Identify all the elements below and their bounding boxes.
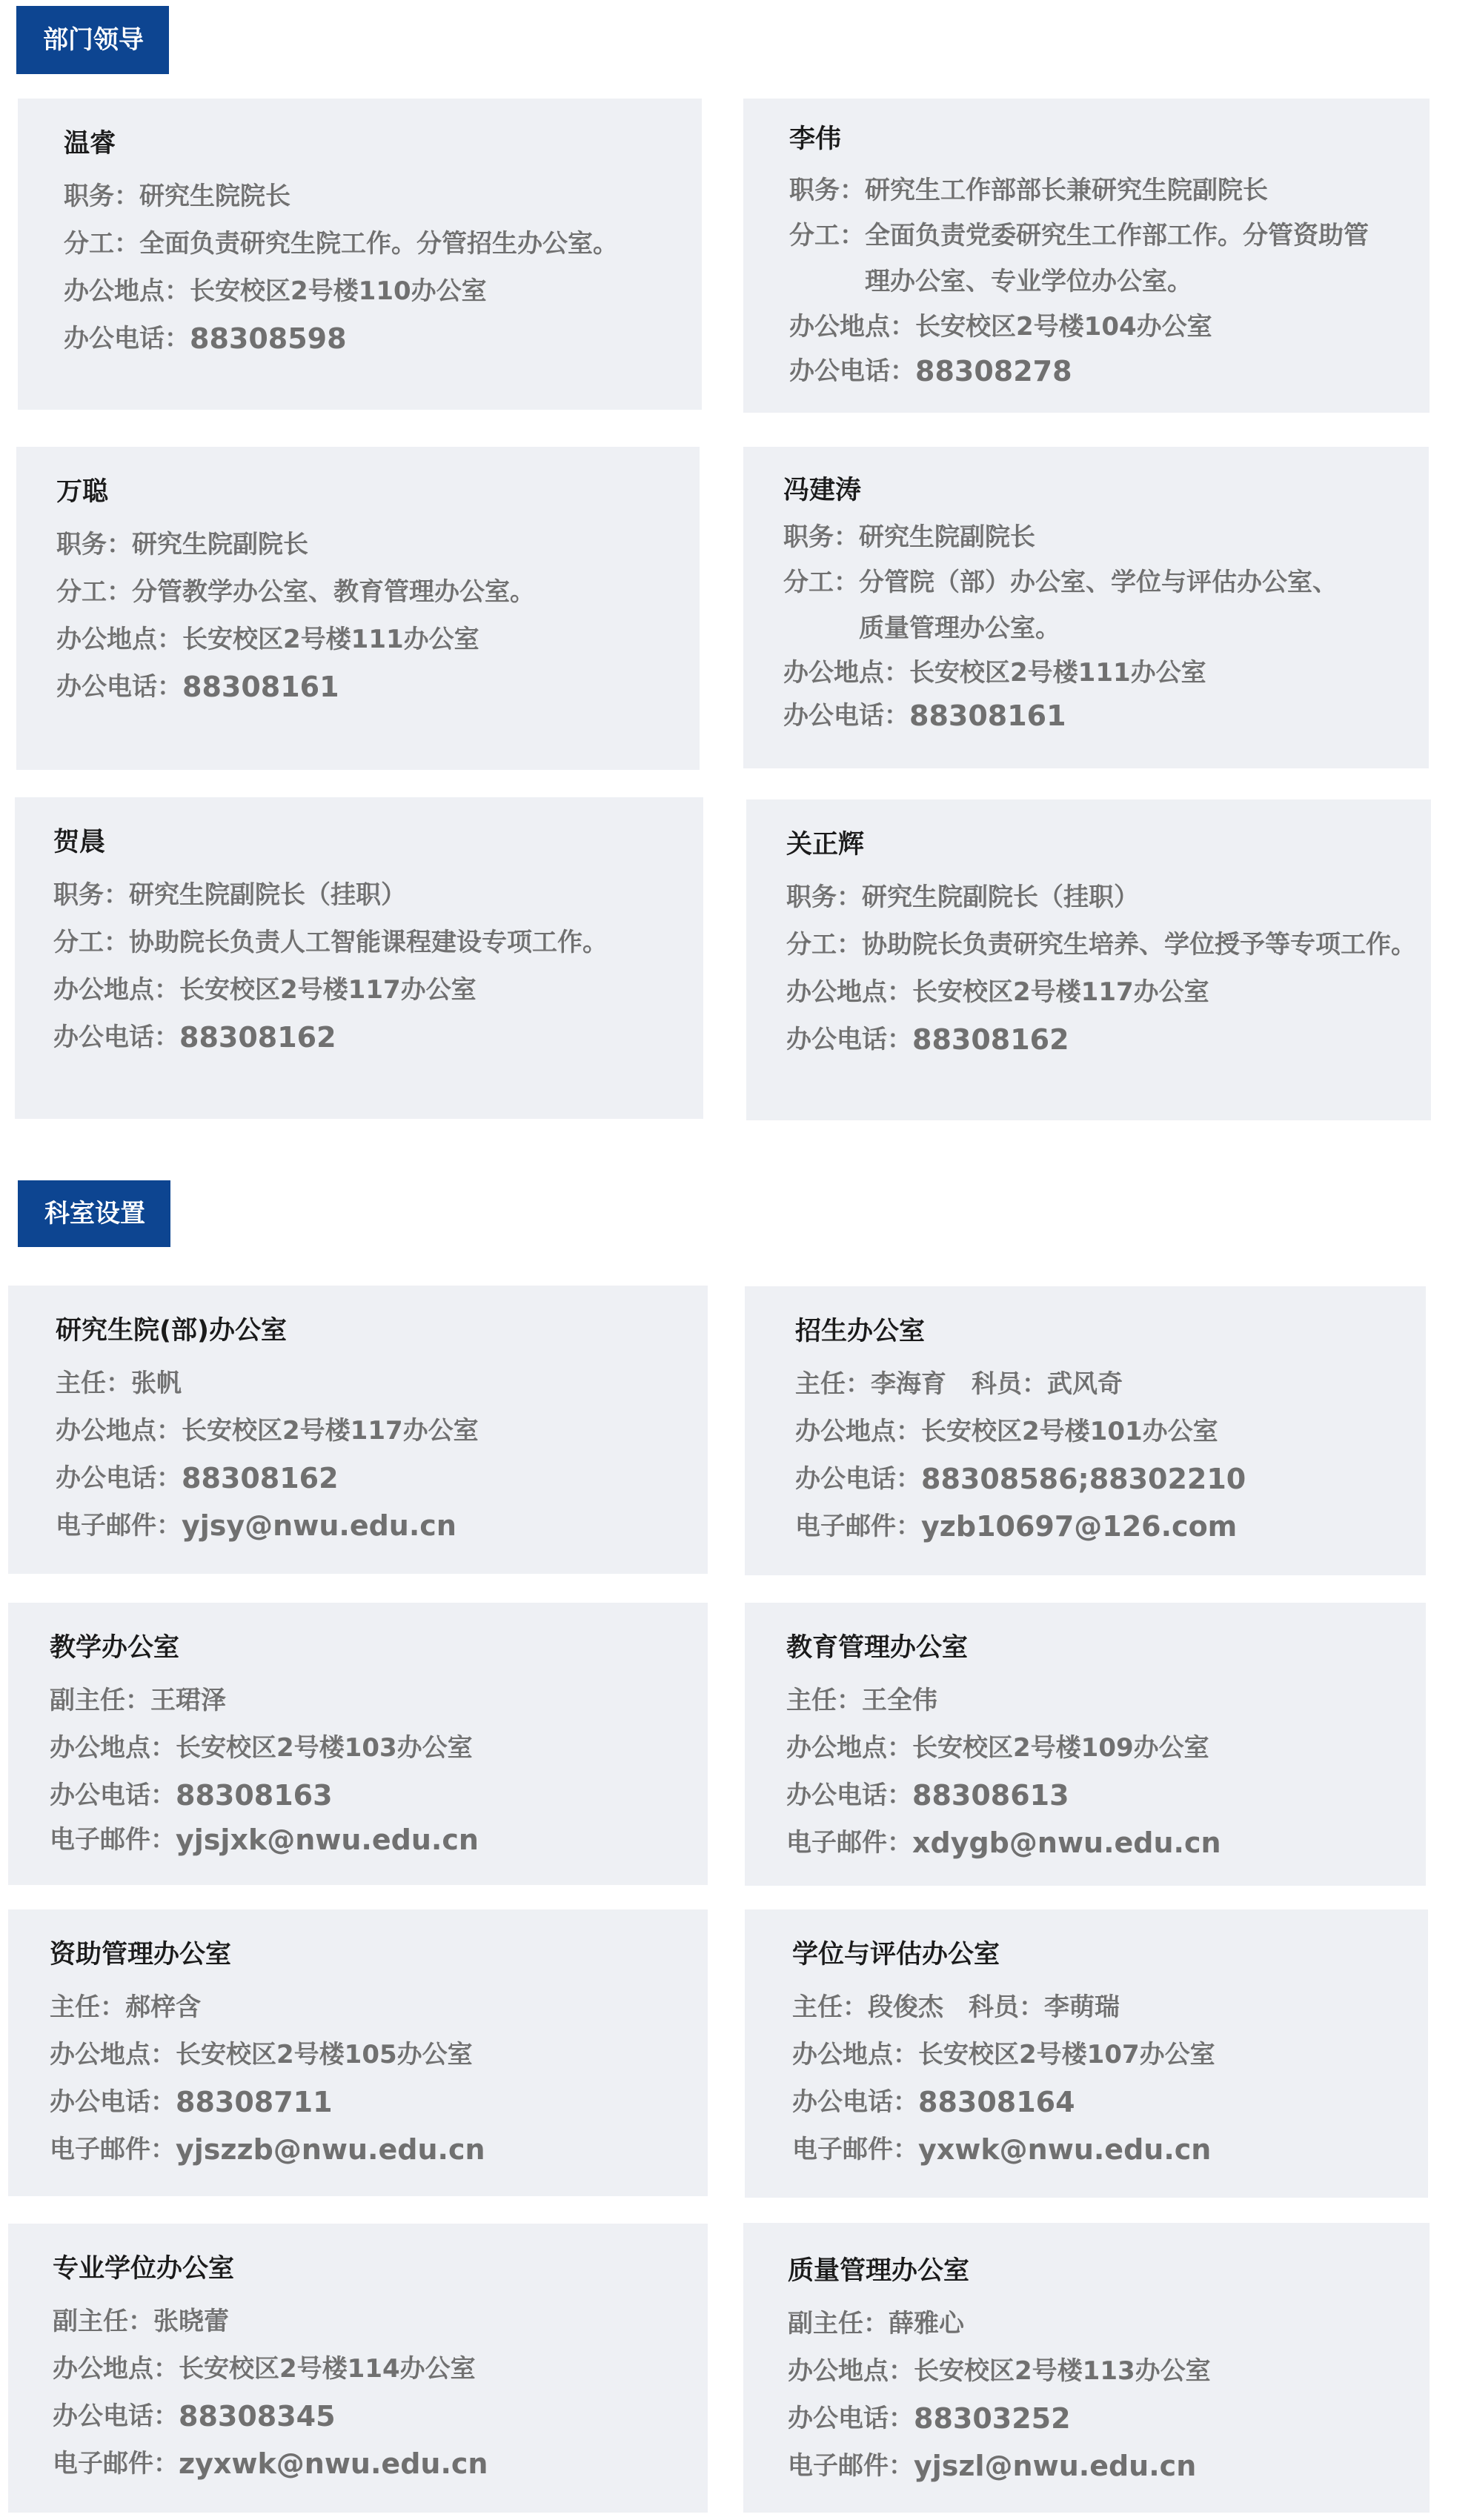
office-phone-row [50,1772,693,1819]
location-label: 办公地点： [56,1416,182,1446]
office-email-row [53,2440,693,2487]
leader-phone-row [789,349,1415,393]
office-staff: 主任：李海育 科员：武风奇 [795,1369,1123,1399]
position-label: 职务： [786,882,862,912]
office-name: 资助管理办公室 [50,1940,232,1969]
office-location-row [795,1408,1411,1455]
location-label: 办公地点： [50,2040,176,2069]
leader-division-row [786,921,1416,968]
leader-phone: 88308162 [912,1023,1069,1056]
phone-label: 办公电话： [50,2087,176,2117]
office-card [745,1286,1426,1575]
leader-location-row [783,651,1414,694]
office-email-row [792,2126,1413,2173]
office-email: xdygb@nwu.edu.cn [912,1826,1221,1859]
location-label: 办公地点： [792,2040,918,2069]
office-email-row [788,2442,1415,2490]
office-email-row [50,2126,693,2173]
leader-position-row [56,521,685,568]
division-label: 分工： [789,221,865,250]
leader-name: 贺晨 [53,828,106,857]
leader-phone: 88308598 [190,322,347,355]
location-label: 办公地点： [786,1733,912,1763]
leader-division-row [64,220,687,267]
office-email-row [56,1502,693,1549]
office-phone: 88308586;88302210 [921,1463,1246,1495]
location-label: 办公地点： [795,1417,921,1446]
leader-location: 长安校区2号楼117办公室 [179,975,477,1005]
office-staff: 副主任：张晓蕾 [53,2307,229,2336]
office-name: 学位与评估办公室 [792,1940,1000,1969]
email-label: 电子邮件： [788,2451,914,2481]
office-phone-row [786,1772,1411,1819]
office-phone-row [788,2395,1415,2442]
office-location: 长安校区2号楼101办公室 [921,1417,1218,1446]
office-card [745,1603,1426,1886]
leader-location-row [53,966,688,1014]
leader-division-row [56,568,685,616]
leader-phone-row [786,1016,1416,1063]
leader-phone-row [53,1014,688,1061]
leader-card [746,799,1431,1120]
office-email: yjszl@nwu.edu.cn [914,2450,1197,2482]
office-email-row [795,1503,1411,1550]
leader-name: 冯建涛 [783,476,862,505]
office-phone: 88308711 [176,2086,333,2118]
leader-name: 李伟 [789,124,842,154]
email-label: 电子邮件： [50,1825,176,1855]
office-staff: 副主任：王珺泽 [50,1686,226,1715]
leader-location: 长安校区2号楼110办公室 [190,276,487,306]
office-staff: 主任：郝梓含 [50,1992,201,2022]
office-email: yxwk@nwu.edu.cn [918,2133,1212,2166]
leader-location: 长安校区2号楼117办公室 [912,977,1209,1007]
leader-location: 长安校区2号楼111办公室 [909,658,1206,688]
leader-division-row [789,213,1382,305]
leader-phone: 88308161 [909,699,1066,732]
leader-name: 温睿 [64,129,116,159]
leader-position: 研究生院副院长 [859,522,1035,552]
leader-card [743,447,1429,768]
office-location: 长安校区2号楼113办公室 [914,2356,1211,2386]
phone-label: 办公电话： [53,2401,179,2431]
phone-label: 办公电话： [56,1463,182,1493]
leader-division: 分管教学办公室、教育管理办公室。 [132,577,535,607]
office-phone: 88308164 [918,2086,1075,2118]
office-name: 教育管理办公室 [786,1633,969,1663]
phone-label: 办公电话： [53,1023,179,1052]
position-label: 职务： [789,176,865,205]
office-location: 长安校区2号楼109办公室 [912,1733,1209,1763]
location-label: 办公地点： [783,658,909,688]
leader-division: 全面负责党委研究生工作部工作。分管资助管理办公室、专业学位办公室。 [865,221,1369,296]
leader-division-row [53,919,688,966]
leader-position-row [786,874,1416,921]
position-label: 职务： [56,530,132,559]
phone-label: 办公电话： [795,1464,921,1494]
office-location-row [788,2347,1415,2395]
location-label: 办公地点： [786,977,912,1007]
position-label: 职务： [53,880,129,910]
leader-position-row [789,168,1415,213]
division-label: 分工： [56,577,132,607]
email-label: 电子邮件： [792,2135,918,2164]
office-name: 教学办公室 [50,1633,180,1663]
division-label: 分工： [786,930,862,960]
leader-position: 研究生院院长 [139,182,290,211]
office-staff: 主任：王全伟 [786,1686,937,1715]
office-email: yjsjxk@nwu.edu.cn [176,1823,479,1856]
office-card [8,1909,708,2196]
office-phone-row [53,2393,693,2440]
leader-card [15,797,703,1119]
office-phone: 88308613 [912,1779,1069,1812]
office-location: 长安校区2号楼107办公室 [918,2040,1215,2069]
leader-position-row [64,173,687,220]
leader-phone: 88308162 [179,1021,336,1054]
office-staff: 主任：段俊杰 科员：李萌瑞 [792,1992,1120,2022]
phone-label: 办公电话： [783,701,909,731]
office-phone-row [792,2078,1413,2126]
office-phone-row [795,1455,1411,1503]
location-label: 办公地点： [64,276,190,306]
leader-location: 长安校区2号楼104办公室 [915,312,1212,342]
phone-label: 办公电话： [789,356,915,386]
email-label: 电子邮件： [50,2135,176,2164]
leader-name: 万聪 [56,477,109,507]
leader-card [18,99,702,410]
office-staff: 副主任：薛雅心 [788,2309,964,2338]
email-label: 电子邮件： [53,2449,179,2479]
office-phone-row [56,1455,693,1502]
office-email-row [50,1819,693,1861]
office-location-row [786,1724,1411,1772]
location-label: 办公地点： [788,2356,914,2386]
phone-label: 办公电话： [792,2087,918,2117]
phone-label: 办公电话： [50,1781,176,1810]
office-location-row [53,2345,693,2393]
location-label: 办公地点： [53,2354,179,2384]
office-location: 长安校区2号楼105办公室 [176,2040,473,2069]
leader-location: 长安校区2号楼111办公室 [182,625,479,654]
office-location-row [792,2031,1413,2078]
division-label: 分工： [53,928,129,957]
office-phone: 88308163 [176,1779,333,1812]
phone-label: 办公电话： [786,1781,912,1810]
section-title-offices: 科室设置 [18,1180,170,1247]
leader-position: 研究生院副院长 [132,530,308,559]
office-location: 长安校区2号楼103办公室 [176,1733,473,1763]
location-label: 办公地点： [53,975,179,1005]
office-name: 招生办公室 [795,1317,926,1346]
section-title-leaders: 部门领导 [16,6,169,74]
location-label: 办公地点： [789,312,915,342]
office-card [745,1909,1428,2198]
position-label: 职务： [64,182,139,211]
leader-card [743,99,1430,413]
office-card [8,1286,708,1574]
office-email: yzb10697@126.com [921,1510,1238,1543]
office-location-row [50,2031,693,2078]
office-phone-row [50,2078,693,2126]
leader-phone: 88308278 [915,355,1072,388]
office-staff: 主任：张帆 [56,1369,182,1398]
office-location-row [56,1407,693,1455]
office-location: 长安校区2号楼117办公室 [182,1416,479,1446]
office-name: 专业学位办公室 [53,2254,235,2284]
leader-division-row [783,559,1361,651]
leader-phone-row [64,315,687,362]
leader-position: 研究生工作部部长兼研究生院副院长 [865,176,1268,205]
leader-location-row [786,968,1416,1016]
leader-division: 协助院长负责研究生培养、学位授予等专项工作。 [862,930,1416,960]
email-label: 电子邮件： [56,1511,182,1540]
phone-label: 办公电话： [56,672,182,702]
leader-phone-row [783,694,1414,737]
leader-position-row [53,871,688,919]
email-label: 电子邮件： [786,1828,912,1858]
leader-card [16,447,700,770]
leader-division: 全面负责研究生院工作。分管招生办公室。 [139,229,618,259]
leader-position-row [783,515,1414,559]
leader-phone: 88308161 [182,671,339,703]
position-label: 职务： [783,522,859,552]
leader-location-row [789,305,1415,349]
leader-phone-row [56,663,685,711]
leader-position: 研究生院副院长（挂职） [129,880,406,910]
location-label: 办公地点： [56,625,182,654]
office-phone: 88308162 [182,1462,339,1495]
leader-location-row [64,267,687,315]
office-name: 质量管理办公室 [788,2256,970,2286]
division-label: 分工： [64,229,139,259]
office-email: yjszzb@nwu.edu.cn [176,2133,485,2166]
office-location-row [50,1724,693,1772]
office-phone: 88303252 [914,2402,1071,2435]
leader-position: 研究生院副院长（挂职） [862,882,1139,912]
office-card [8,1603,708,1885]
office-phone: 88308345 [179,2400,336,2433]
phone-label: 办公电话： [788,2404,914,2433]
office-email-row [786,1819,1411,1866]
email-label: 电子邮件： [795,1512,921,1541]
location-label: 办公地点： [50,1733,176,1763]
leader-name: 关正辉 [786,830,865,860]
phone-label: 办公电话： [64,324,190,353]
phone-label: 办公电话： [786,1025,912,1054]
office-card [743,2223,1430,2513]
office-name: 研究生院(部)办公室 [56,1316,287,1346]
leader-division: 协助院长负责人工智能课程建设专项工作。 [129,928,608,957]
office-email: zyxwk@nwu.edu.cn [179,2447,488,2480]
office-card [8,2224,708,2513]
office-email: yjsy@nwu.edu.cn [182,1509,456,1542]
leader-location-row [56,616,685,663]
leader-division: 分管院（部）办公室、学位与评估办公室、质量管理办公室。 [859,568,1338,643]
office-location: 长安校区2号楼114办公室 [179,2354,476,2384]
division-label: 分工： [783,568,859,597]
